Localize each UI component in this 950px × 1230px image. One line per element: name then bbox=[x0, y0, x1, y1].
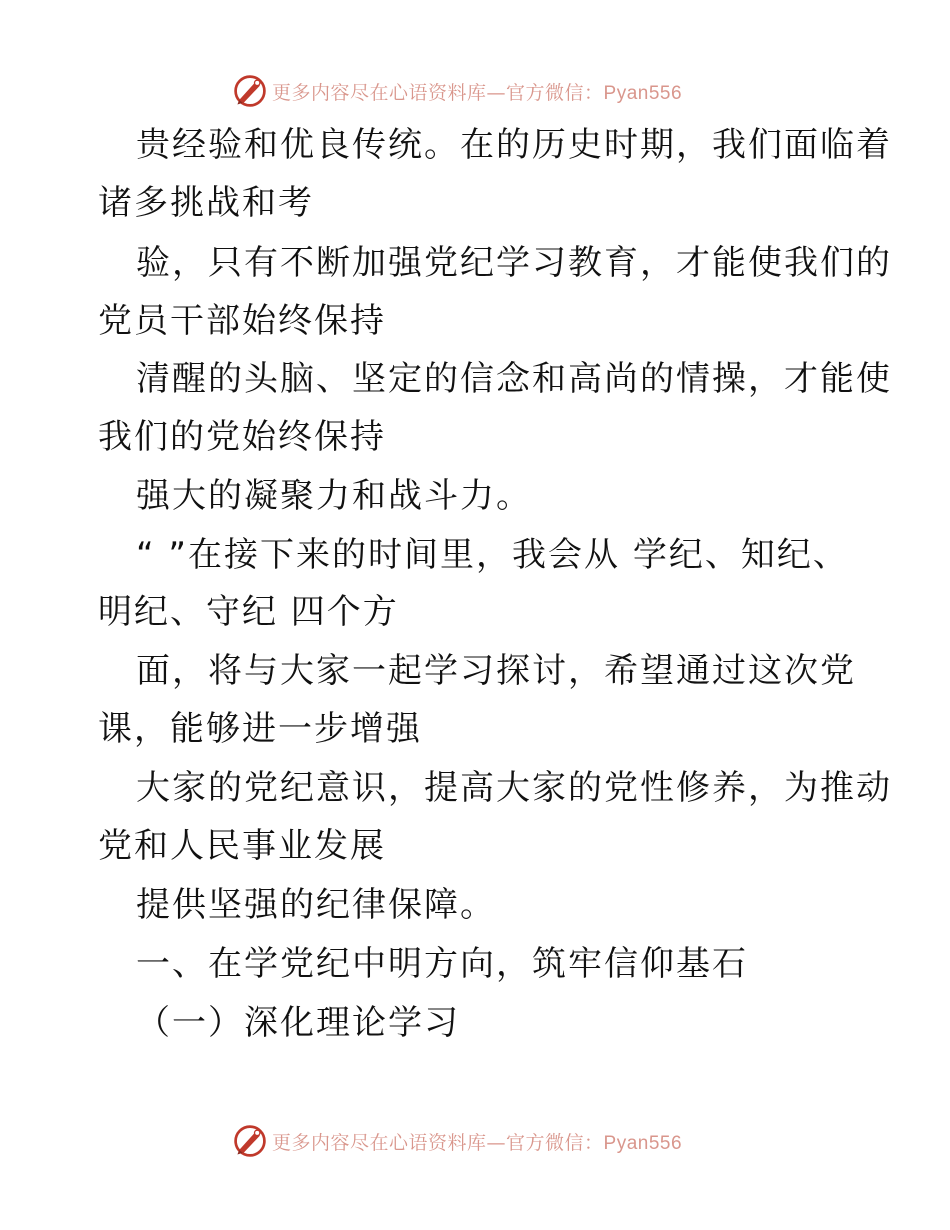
body-line: “ ”在接下来的时间里，我会从 学纪、知纪、 bbox=[136, 535, 849, 575]
body-line: 我们的党始终保持 bbox=[98, 417, 386, 457]
watermark-text: 更多内容尽在心语资料库—官方微信：Pyan556 bbox=[272, 81, 683, 104]
footer-watermark bbox=[232, 1121, 732, 1161]
body-line: 贵经验和优良传统。在的历史时期，我们面临着 bbox=[136, 125, 892, 165]
pen-logo-icon bbox=[232, 1123, 268, 1159]
body-line: 课，能够进一步增强 bbox=[98, 709, 422, 749]
pen-logo-icon bbox=[232, 73, 268, 109]
section-heading: 一、在学党纪中明方向，筑牢信仰基石 bbox=[136, 944, 748, 984]
body-line: 党和人民事业发展 bbox=[98, 826, 386, 866]
body-line: 强大的凝聚力和战斗力。 bbox=[136, 476, 532, 516]
body-line: 提供坚强的纪律保障。 bbox=[136, 885, 496, 925]
body-line: 大家的党纪意识，提高大家的党性修养，为推动 bbox=[136, 768, 892, 808]
subsection-heading: （一）深化理论学习 bbox=[136, 1003, 460, 1043]
header-watermark bbox=[232, 71, 732, 111]
body-line: 验，只有不断加强党纪学习教育，才能使我们的 bbox=[136, 243, 892, 283]
body-line: 诸多挑战和考 bbox=[98, 183, 314, 223]
body-line: 党员干部始终保持 bbox=[98, 301, 386, 341]
watermark-text: 更多内容尽在心语资料库—官方微信：Pyan556 bbox=[272, 1131, 683, 1154]
body-line: 明纪、守纪 四个方 bbox=[98, 592, 399, 632]
body-line: 清醒的头脑、坚定的信念和高尚的情操，才能使 bbox=[136, 359, 892, 399]
body-line: 面，将与大家一起学习探讨，希望通过这次党 bbox=[136, 651, 856, 691]
